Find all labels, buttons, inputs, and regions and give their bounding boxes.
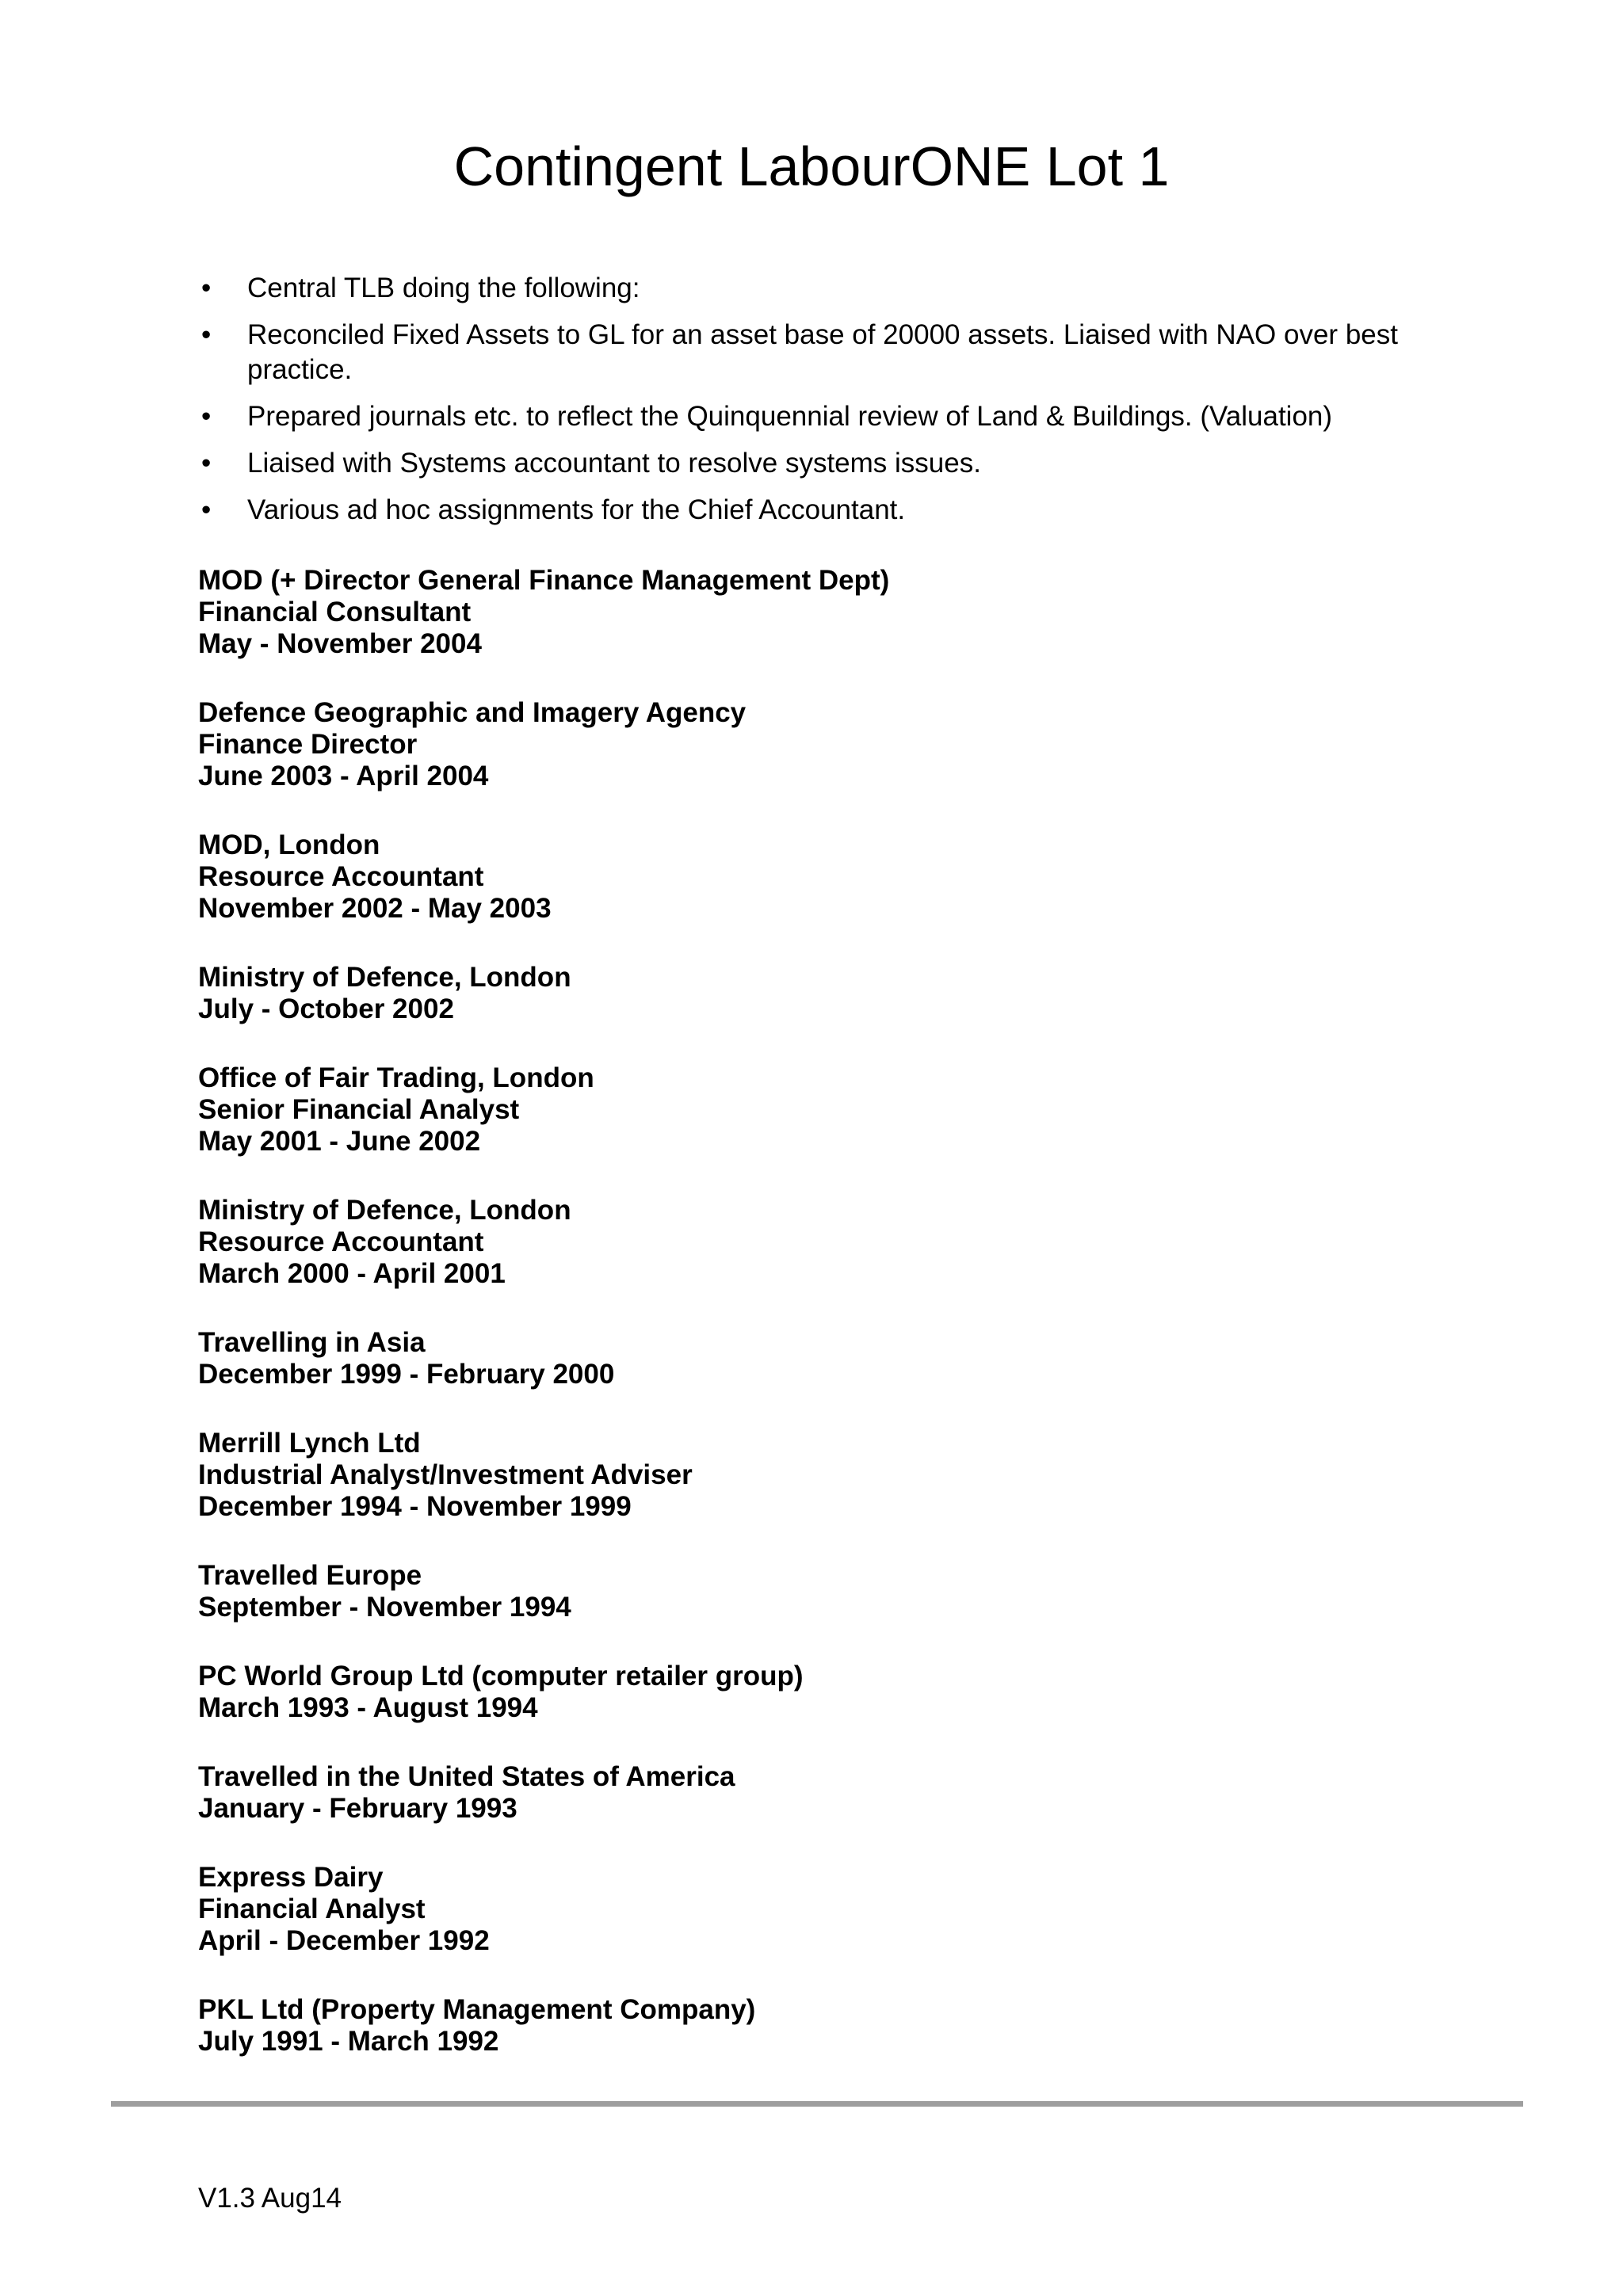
entry-detail: June 2003 - April 2004 bbox=[198, 761, 489, 791]
entry-organisation: PC World Group Ltd (computer retailer group) bbox=[198, 1661, 804, 1691]
entry-organisation: Defence Geographic and Imagery Agency bbox=[198, 697, 747, 728]
entry-organisation: Office of Fair Trading, London bbox=[198, 1062, 594, 1093]
bullet-item bbox=[198, 446, 1434, 481]
bullet-dot-icon: • bbox=[201, 448, 212, 479]
entry-organisation: Travelled Europe bbox=[198, 1560, 422, 1591]
bullet-text: Central TLB doing the following: bbox=[247, 273, 640, 303]
entry-organisation: MOD, London bbox=[198, 830, 380, 860]
bullet-text: Prepared journals etc. to reflect the Quinquennial review of Land & Buildings. (Valuation) bbox=[247, 401, 1333, 432]
entry-detail: Financial Analyst bbox=[198, 1894, 426, 1924]
bullet-item bbox=[198, 399, 1434, 434]
footer-divider bbox=[111, 2101, 1523, 2107]
bullet-item bbox=[198, 318, 1434, 387]
employment-history bbox=[198, 565, 1434, 2095]
page-title: Contingent LabourONE Lot 1 bbox=[453, 135, 1170, 197]
entry-organisation: Ministry of Defence, London bbox=[198, 962, 571, 993]
entry-organisation: Merrill Lynch Ltd bbox=[198, 1428, 421, 1459]
history-entry bbox=[198, 1661, 1434, 1724]
history-entry bbox=[198, 1994, 1434, 2058]
entry-organisation: MOD (+ Director General Finance Management Dept) bbox=[198, 565, 890, 596]
history-entry bbox=[198, 1195, 1434, 1290]
entry-organisation: PKL Ltd (Property Management Company) bbox=[198, 1994, 756, 2025]
bullet-dot-icon: • bbox=[201, 401, 212, 432]
bullet-dot-icon: • bbox=[201, 319, 212, 350]
entry-detail: Resource Accountant bbox=[198, 1226, 484, 1257]
entry-detail: Finance Director bbox=[198, 729, 418, 760]
history-entry bbox=[198, 1062, 1434, 1158]
document-version: V1.3 Aug14 bbox=[198, 2183, 342, 2214]
bullet-item bbox=[198, 493, 1434, 528]
history-entry bbox=[198, 1862, 1434, 1957]
entry-organisation: Travelled in the United States of America bbox=[198, 1761, 735, 1792]
entry-detail: January - February 1993 bbox=[198, 1793, 517, 1824]
entry-detail: Senior Financial Analyst bbox=[198, 1094, 520, 1125]
history-entry bbox=[198, 1560, 1434, 1623]
entry-detail: Industrial Analyst/Investment Adviser bbox=[198, 1459, 693, 1490]
history-entry bbox=[198, 1428, 1434, 1523]
entry-detail: November 2002 - May 2003 bbox=[198, 893, 552, 924]
entry-organisation: Express Dairy bbox=[198, 1862, 384, 1893]
entry-detail: July - October 2002 bbox=[198, 994, 454, 1024]
entry-detail: March 2000 - April 2001 bbox=[198, 1258, 506, 1289]
entry-detail: May - November 2004 bbox=[198, 628, 482, 659]
entry-detail: Resource Accountant bbox=[198, 861, 484, 892]
entry-organisation: Travelling in Asia bbox=[198, 1327, 426, 1358]
bullet-item bbox=[198, 271, 1434, 306]
bullet-dot-icon: • bbox=[201, 273, 212, 303]
entry-detail: December 1994 - November 1999 bbox=[198, 1491, 632, 1522]
history-entry bbox=[198, 697, 1434, 792]
entry-detail: July 1991 - March 1992 bbox=[198, 2026, 499, 2057]
history-entry bbox=[198, 565, 1434, 660]
entry-organisation: Ministry of Defence, London bbox=[198, 1195, 571, 1226]
history-entry bbox=[198, 1761, 1434, 1825]
bullet-text: Reconciled Fixed Assets to GL for an asset base of 20000 assets. Liaised with NAO over best practice. bbox=[247, 319, 1398, 385]
entry-detail: September - November 1994 bbox=[198, 1592, 571, 1623]
bullet-text: Various ad hoc assignments for the Chief Accountant. bbox=[247, 494, 906, 525]
history-entry bbox=[198, 1327, 1434, 1390]
bullet-text: Liaised with Systems accountant to resolve systems issues. bbox=[247, 448, 981, 479]
entry-detail: April - December 1992 bbox=[198, 1925, 490, 1956]
history-entry bbox=[198, 962, 1434, 1025]
bullet-dot-icon: • bbox=[201, 494, 212, 525]
history-entry bbox=[198, 830, 1434, 925]
entry-detail: Financial Consultant bbox=[198, 597, 472, 627]
entry-detail: March 1993 - August 1994 bbox=[198, 1692, 538, 1723]
entry-detail: December 1999 - February 2000 bbox=[198, 1359, 615, 1390]
responsibilities-list bbox=[198, 271, 1434, 540]
entry-detail: May 2001 - June 2002 bbox=[198, 1126, 481, 1157]
